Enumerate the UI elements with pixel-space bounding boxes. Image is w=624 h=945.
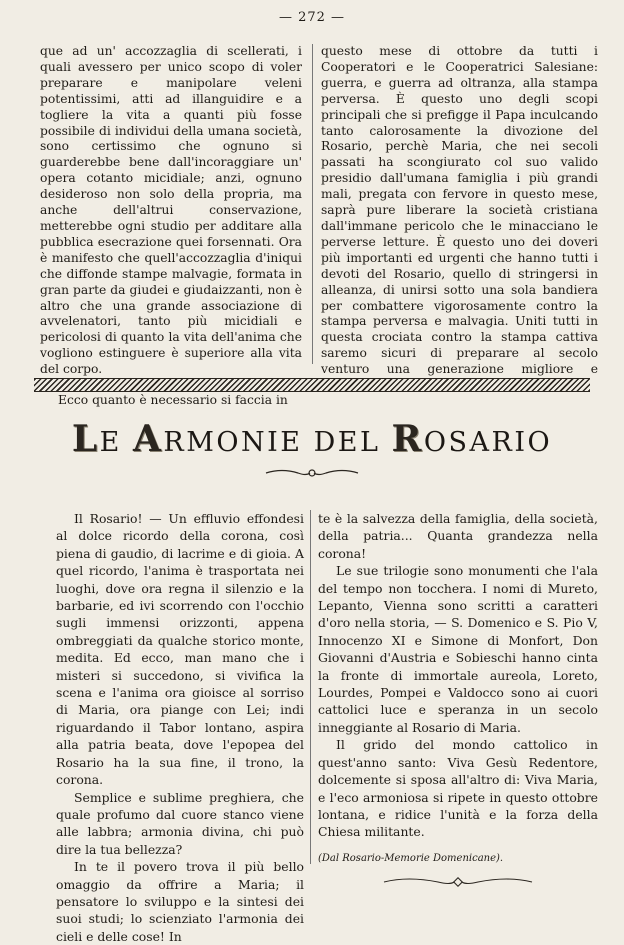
top-right-column — [321, 44, 598, 394]
ornamental-divider-band — [34, 378, 590, 392]
bottom-left-paragraph-1: Il Rosario! — Un effluvio effondesi al dolce ricordo della corona, così piena di gaudio, di lacrime e di gioia. A quel ricordo, l'anima è trasportata nei luoghi, dove ora regna il silenzio e la barbarie, ed ivi scorrendo con l'occhio sugli immensi orizzonti, appena ombreggiati da qualche storico monte, medita. Ed ecco, man mano che i misteri si succedono, si vivifica la scena e l'anima ora gioisce al sorriso di Maria, ora piange con Lei; indi riguardando il Tabor lontano, aspira alla patria beata, dove l'epopea del Rosario ha la sua fine, il trono, la corona. — [56, 511, 304, 788]
title-initial-r: R — [391, 418, 424, 460]
title-word-3: OSARIO — [423, 427, 553, 458]
section-title — [0, 418, 624, 460]
rosario-article — [56, 510, 598, 944]
title-word-1: E — [99, 427, 133, 458]
title-initial-l: L — [71, 418, 100, 460]
column-rule — [312, 44, 313, 364]
top-right-paragraph-1: questo mese di ottobre da tutti i Cooperatori e le Cooperatrici Salesiane: guerra, e guerra ad oltranza, alla stampa perversa. È questo uno degli scopi principali che si prefigge il Papa inculcando tanto calorosamente la divozione del Rosario, perchè Maria, che nei secoli passati ha scongiurato col suo valido presidio dall'umana famiglia i più grandi mali, pregata con fervore in questo mese, saprà pure liberare la società cristiana dall'immane pericolo che le minacciano le perverse letture. È questo uno dei doveri più importanti ed urgenti che hanno tutti i devoti del Rosario, quello di stringersi in alleanza, di unirsi sotto una sola bandiera per combattere vigorosamente contro la stampa perversa e malvagia. Uniti tutti in questa crociata contro la stampa cattiva saremo sicuri di preparare al secolo venturo una generazione migliore e — [321, 44, 598, 377]
bottom-left-paragraph-3: In te il povero trova il più bello omaggio da offrire a Maria; il pensatore lo sviluppo e la sintesi dei suoi studi; lo scienziato l'armonia dei cieli e delle cose! In — [56, 859, 304, 944]
bottom-right-paragraph-1: te è la salvezza della famiglia, della società, della patria... Quanta grandezza nella corona! — [318, 511, 598, 561]
bottom-right-paragraph-3: Il grido del mondo cattolico in quest'anno santo: Viva Gesù Redentore, dolcemente si sposa all'altro di: Viva Maria, e l'eco armoniosa si ripete in questo ottobre lontana, e ridice l'unità e la forza della Chiesa militante. — [318, 737, 598, 840]
bottom-right-paragraph-2: Le sue trilogie sono monumenti che l'ala del tempo non tocchera. I nomi di Mureto, Lepanto, Vienna sono scritti a caratteri d'oro nella storia, — S. Domenico e S. Pio V, Innocenzo XI e Simone di Monfort, Don Giovanni d'Austria e Sobieschi hanno cinta la fronte di immortale aureola, Loreto, Lourdes, Pompei e Valdocco sono ai cuori cattolici luce e speranza in un secolo inneggiante al Rosario di Maria. — [318, 563, 598, 735]
column-rule-bottom — [310, 510, 311, 864]
top-left-column — [40, 44, 302, 409]
source-credit: (Dal Rosario-Memorie Domenicane). — [318, 852, 504, 864]
page-number: — 272 — — [278, 10, 346, 25]
top-left-paragraph-2: Ecco quanto è necessario si faccia in — [58, 393, 288, 408]
top-article — [40, 44, 598, 408]
title-flourish-ornament — [262, 466, 362, 480]
bottom-right-column — [318, 510, 598, 889]
end-flourish-ornament — [378, 875, 538, 889]
top-left-paragraph-1: que ad un' accozzaglia di scellerati, i quali avessero per unico scopo di voler preparare e manipolare veleni potentissimi, atti ad illanguidire e a togliere la vita a quanti più fosse possibile di individui della umana società, sono certissimo che ognuno si guarderebbe bene dall'incoraggiare un' opera cotanto micidiale; anzi, ognuno desideroso non solo della propria, ma anche dell'altrui conservazione, metterebbe ogni studio per additare alla pubblica esecrazione quei forsennati. Ora è manifesto che quell'accozzaglia d'iniqui che diffonde stampe malvagie, formata in gran parte da giudei e giudaizzanti, non è altro che una grande associazione di avvelenatori, tanto più micidiali e pericolosi di quanto la vita dell'anima che vogliono estinguere è superiore alla vita del corpo. — [40, 44, 302, 377]
bottom-left-column — [56, 510, 304, 945]
title-word-2: RMONIE DEL — [163, 427, 392, 458]
bottom-left-paragraph-2: Semplice e sublime preghiera, che quale profumo dal cuore stanco viene alle labbra; armonia divina, chi può dire la tua bellezza? — [56, 789, 304, 857]
title-initial-a: A — [132, 418, 164, 460]
